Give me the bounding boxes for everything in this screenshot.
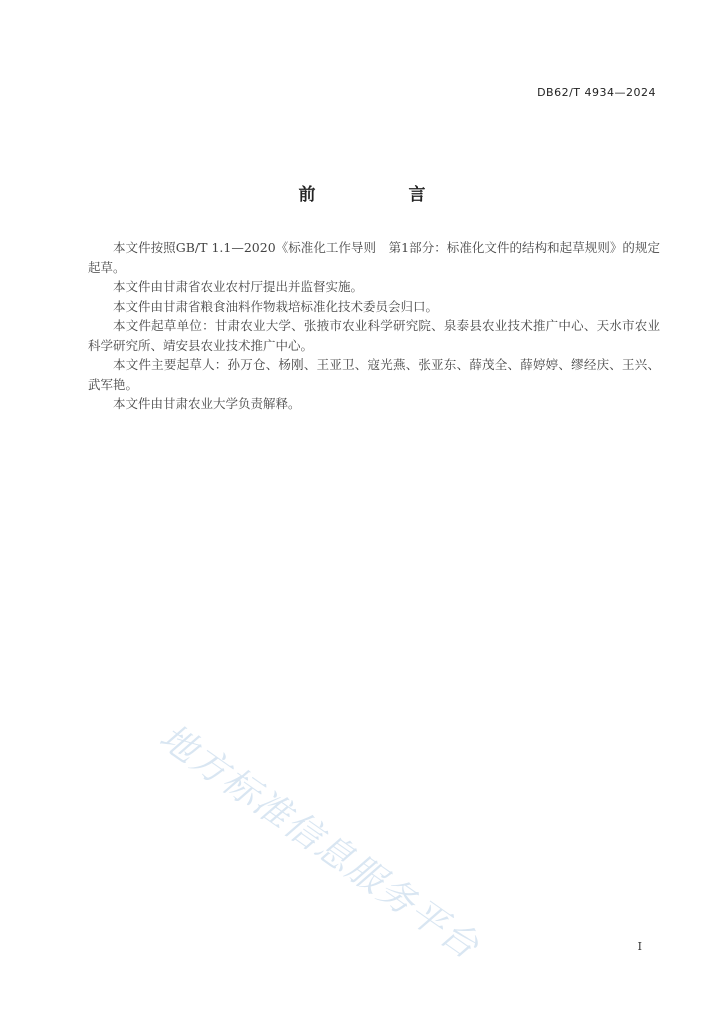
paragraph-proposer: 本文件由甘肃省农业农村厅提出并监督实施。	[113, 279, 364, 294]
foreword-body	[88, 238, 660, 414]
watermark: 地方标准信息服务平台	[151, 716, 487, 969]
paragraph-committee: 本文件由甘肃省粮食油料作物栽培标准化技术委员会归口。	[113, 298, 439, 314]
paragraph-drafting-units: 本文件起草单位：甘肃农业大学、张掖市农业科学研究院、泉泰县农业技术推广中心、天水市农业科学研究所、靖安县农业技术推广中心。	[88, 318, 660, 353]
paragraph-interpretation: 本文件由甘肃农业大学负责解释。	[113, 396, 301, 411]
document-code: DB62/T 4934—2024	[537, 86, 656, 99]
page-number: I	[637, 940, 642, 953]
paragraph-drafters: 本文件主要起草人：孙万仓、杨刚、王亚卫、寇光燕、张亚东、薛茂全、薛婷婷、缪经庆、王兴、武军艳。	[88, 357, 660, 392]
page-title: 前 言	[298, 185, 464, 205]
paragraph-drafting-rules: 本文件按照GB/T 1.1—2020《标准化工作导则 第1部分：标准化文件的结构和起草规则》的规定起草。	[88, 240, 660, 275]
